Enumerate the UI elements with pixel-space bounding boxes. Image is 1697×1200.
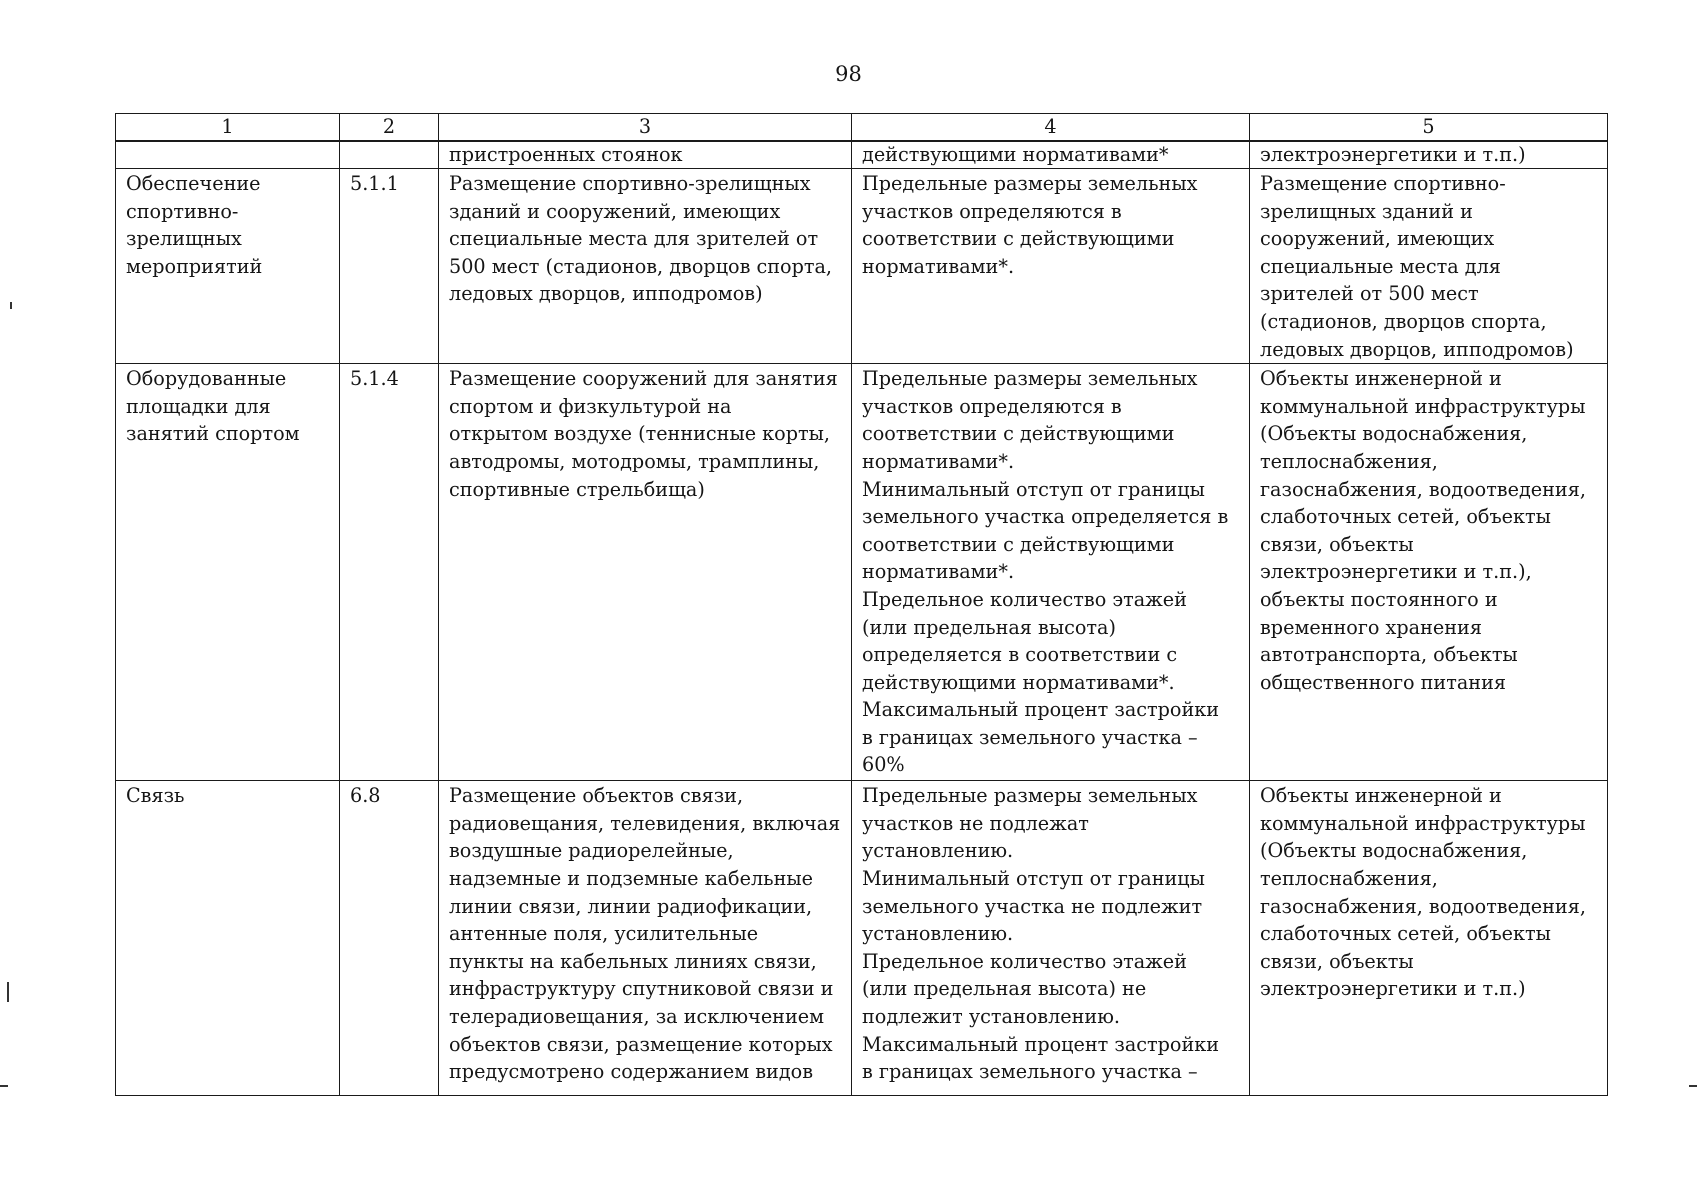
table-row	[116, 169, 1608, 364]
use-type-name: Обеспечение спортивно- зрелищных мероприятий	[116, 169, 340, 364]
use-type-description: Размещение спортивно-зрелищных зданий и сооружений, имеющих специальные места для зрителей от 500 мест (стадионов, дворцов спорта, ледовых дворцов, ипподромов)	[439, 169, 852, 364]
use-type-name: Связь	[116, 781, 340, 1096]
use-type-description: Размещение объектов связи, радиовещания, телевидения, включая воздушные радиорелейные, надземные и подземные кабельные линии связи, линии радиофикации, антенные поля, усилительные пункты на кабельных линиях связи, инфраструктуру спутниковой связи и телерадиовещания, за исключением объектов связи, размещение которых предусмотрено содержанием видов	[439, 781, 852, 1096]
continuation-cell-name	[116, 141, 340, 169]
use-type-auxiliary: Размещение спортивно- зрелищных зданий и сооружений, имеющих специальные места для зрителей от 500 мест (стадионов, дворцов спорта, ледовых дворцов, ипподромов)	[1250, 169, 1608, 364]
continuation-cell-parameters: действующими нормативами*	[852, 141, 1250, 169]
use-type-parameters: Предельные размеры земельных участков не подлежат установлению. Минимальный отступ от границы земельного участка не подлежит установлению. Предельное количество этажей (или предельная высота) не подлежит установлению. Максимальный процент застройки в границах земельного участка –	[852, 781, 1250, 1096]
scan-artifact	[1689, 1085, 1697, 1087]
use-type-auxiliary: Объекты инженерной и коммунальной инфраструктуры (Объекты водоснабжения, теплоснабжения, газоснабжения, водоотведения, слаботочных сетей, объекты связи, объекты электроэнергетики и т.п.)	[1250, 781, 1608, 1096]
column-number-1: 1	[116, 114, 340, 142]
scan-artifact	[0, 1085, 8, 1087]
continuation-cell-description: пристроенных стоянок	[439, 141, 852, 169]
use-type-code: 5.1.1	[340, 169, 439, 364]
scan-artifact	[10, 302, 12, 309]
column-number-5: 5	[1250, 114, 1608, 142]
column-number-row	[116, 114, 1608, 142]
use-type-name: Оборудованные площадки для занятий спортом	[116, 364, 340, 781]
table-row	[116, 364, 1608, 781]
use-type-code: 6.8	[340, 781, 439, 1096]
column-number-3: 3	[439, 114, 852, 142]
land-use-table	[115, 113, 1608, 1096]
table-row	[116, 781, 1608, 1096]
scan-artifact	[7, 982, 9, 1002]
use-type-auxiliary: Объекты инженерной и коммунальной инфраструктуры (Объекты водоснабжения, теплоснабжения, газоснабжения, водоотведения, слаботочных сетей, объекты связи, объекты электроэнергетики и т.п.), объекты постоянного и временного хранения автотранспорта, объекты общественного питания	[1250, 364, 1608, 781]
continuation-cell-code	[340, 141, 439, 169]
continuation-row	[116, 141, 1608, 169]
continuation-cell-auxiliary: электроэнергетики и т.п.)	[1250, 141, 1608, 169]
page-number: 98	[835, 62, 862, 86]
use-type-description: Размещение сооружений для занятия спортом и физкультурой на открытом воздухе (теннисные корты, автодромы, мотодромы, трамплины, спортивные стрельбища)	[439, 364, 852, 781]
use-type-parameters: Предельные размеры земельных участков определяются в соответствии с действующими нормативами*.	[852, 169, 1250, 364]
column-number-2: 2	[340, 114, 439, 142]
use-type-code: 5.1.4	[340, 364, 439, 781]
column-number-4: 4	[852, 114, 1250, 142]
use-type-parameters: Предельные размеры земельных участков определяются в соответствии с действующими нормативами*. Минимальный отступ от границы земельного участка определяется в соответствии с действующими нормативами*. Предельное количество этажей (или предельная высота) определяется в соответствии с действующими нормативами*. Максимальный процент застройки в границах земельного участка – 60%	[852, 364, 1250, 781]
